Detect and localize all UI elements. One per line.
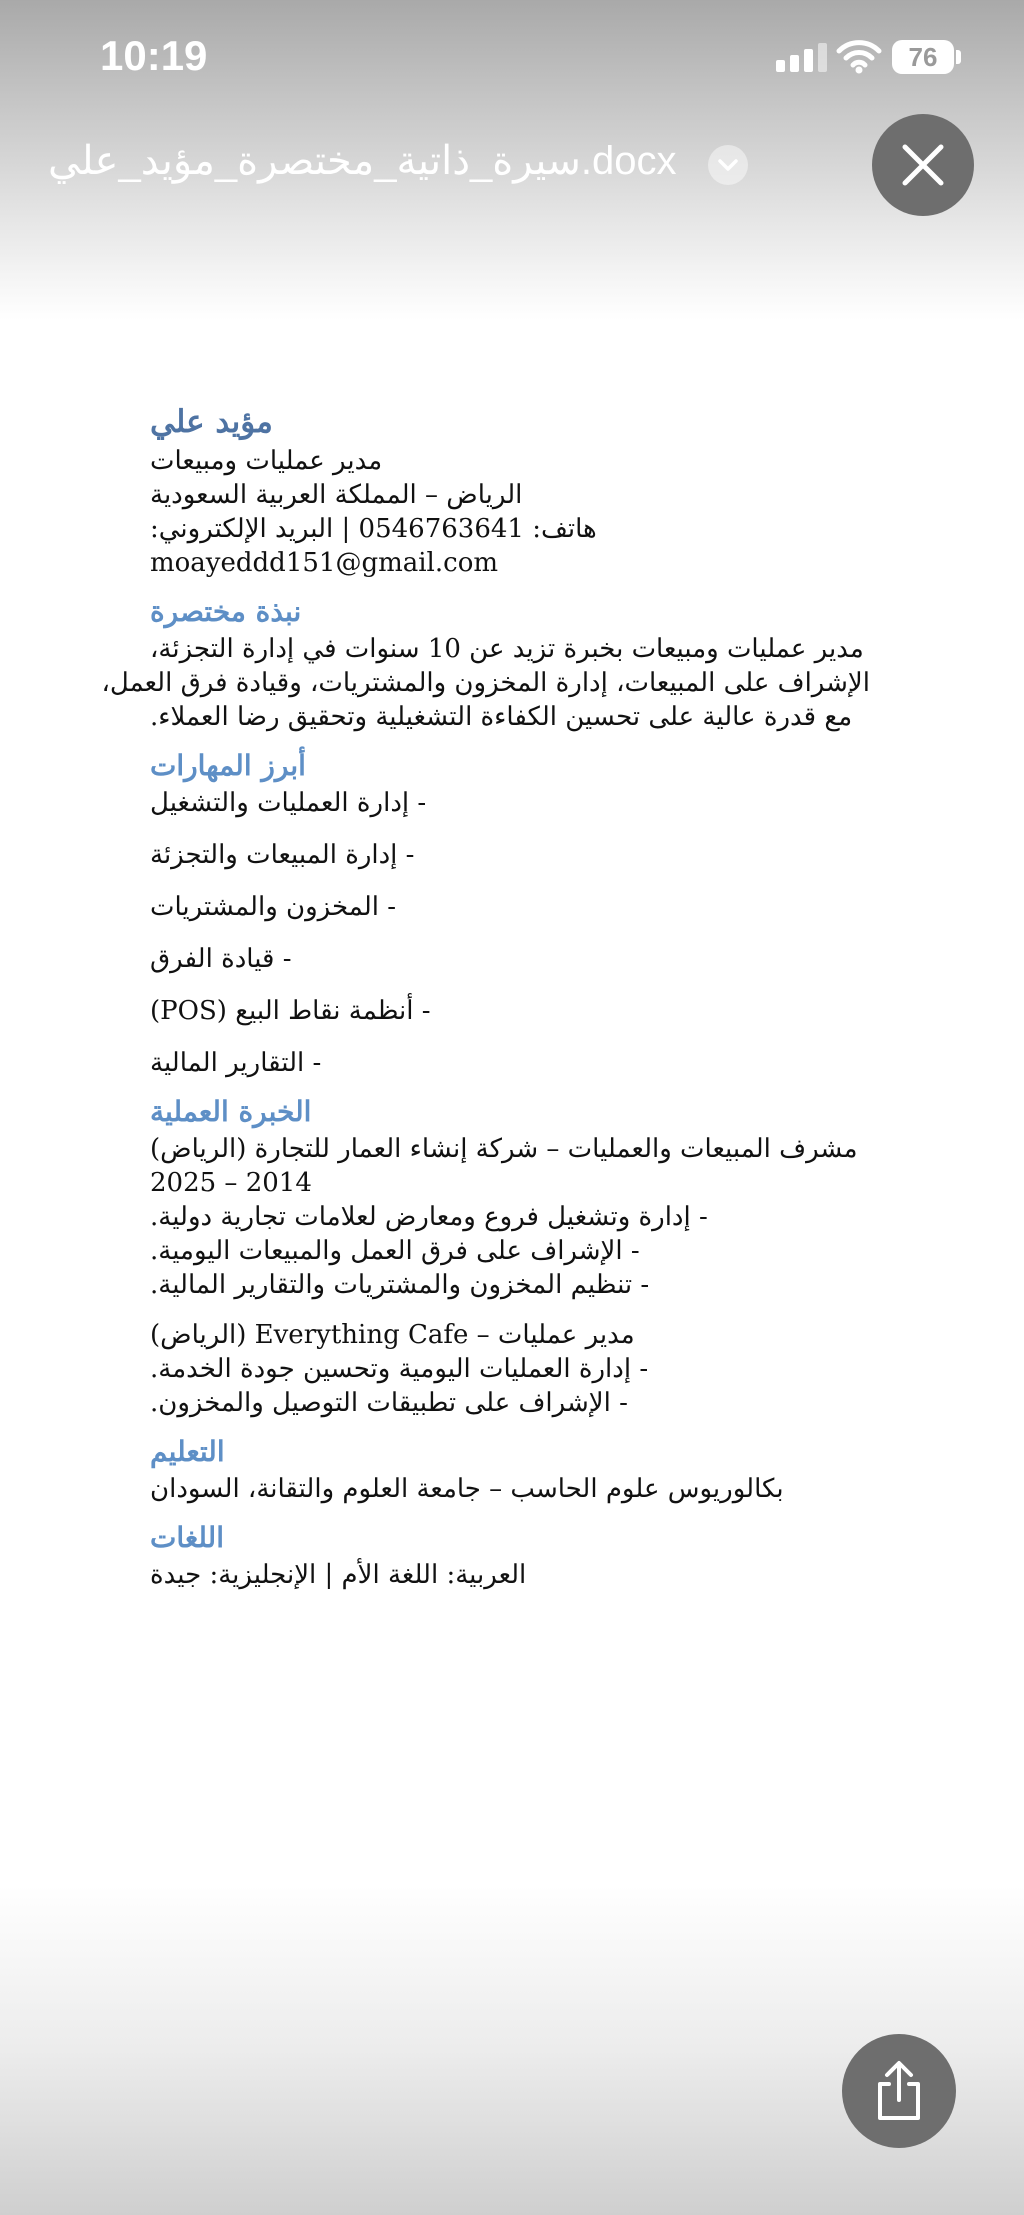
document-page [101, 400, 870, 1592]
file-title[interactable]: سيرة_ذاتية_مختصرة_مؤيد_علي.docx [48, 139, 677, 183]
share-icon [842, 2034, 956, 2148]
battery-icon: 76 [892, 40, 954, 74]
job1-period: 2014 – 2025 [150, 1168, 312, 1198]
title-menu-button[interactable] [708, 145, 748, 185]
skill-item: - إدارة العمليات والتشغيل [150, 788, 427, 818]
skill-item: - المخزون والمشتريات [150, 892, 397, 922]
close-button[interactable] [872, 114, 974, 216]
summary-heading: نبذة مختصرة [150, 595, 302, 628]
education-heading: التعليم [150, 1435, 225, 1468]
job1-item: - الإشراف على فرق العمل والمبيعات اليومية. [150, 1236, 640, 1266]
skill-item: - إدارة المبيعات والتجزئة [150, 840, 415, 870]
experience-heading: الخبرة العملية [150, 1095, 312, 1128]
job2-item: - الإشراف على تطبيقات التوصيل والمخزون. [150, 1388, 628, 1418]
languages-heading: اللغات [150, 1521, 224, 1554]
share-button[interactable] [842, 2034, 956, 2148]
cellular-signal-icon [776, 42, 836, 72]
close-icon [872, 114, 974, 216]
cv-name: مؤيد علي [150, 404, 273, 440]
job1-item: - تنظيم المخزون والمشتريات والتقارير المالية. [150, 1270, 650, 1300]
cv-location: الرياض – المملكة العربية السعودية [150, 480, 523, 510]
summary-line: مع قدرة عالية على تحسين الكفاءة التشغيلية وتحقيق رضا العملاء. [150, 702, 853, 732]
battery-tip [956, 50, 961, 64]
skill-item: - أنظمة نقاط البيع (POS) [150, 996, 431, 1026]
wifi-icon [836, 38, 882, 74]
status-time: 10:19 [100, 32, 208, 79]
cv-contact: هاتف: 0546763641 | البريد الإلكتروني: [150, 514, 597, 544]
skill-item: - التقارير المالية [150, 1048, 322, 1078]
summary-line: مدير عمليات ومبيعات بخبرة تزيد عن 10 سنوات في إدارة التجزئة، [150, 634, 864, 664]
cv-job-title: مدير عمليات ومبيعات [150, 446, 383, 476]
job2-item: - إدارة العمليات اليومية وتحسين جودة الخدمة. [150, 1354, 649, 1384]
job1-item: - إدارة وتشغيل فروع ومعارض لعلامات تجارية دولية. [150, 1202, 708, 1232]
job2-title: مدير عمليات – Everything Cafe (الرياض) [150, 1320, 635, 1350]
cv-email: moayeddd151@gmail.com [150, 548, 499, 578]
chevron-down-icon [708, 145, 748, 185]
job1-title: مشرف المبيعات والعمليات – شركة إنشاء العمار للتجارة (الرياض) [150, 1134, 858, 1164]
summary-line: الإشراف على المبيعات، إدارة المخزون والمشتريات، وقيادة فرق العمل، [101, 668, 870, 698]
education-text: بكالوريوس علوم الحاسب – جامعة العلوم والتقانة، السودان [150, 1474, 784, 1504]
skill-item: - قيادة الفرق [150, 944, 292, 974]
spacer [150, 1302, 870, 1318]
languages-text: العربية: اللغة الأم | الإنجليزية: جيدة [150, 1560, 527, 1590]
skills-heading: أبرز المهارات [150, 749, 306, 782]
